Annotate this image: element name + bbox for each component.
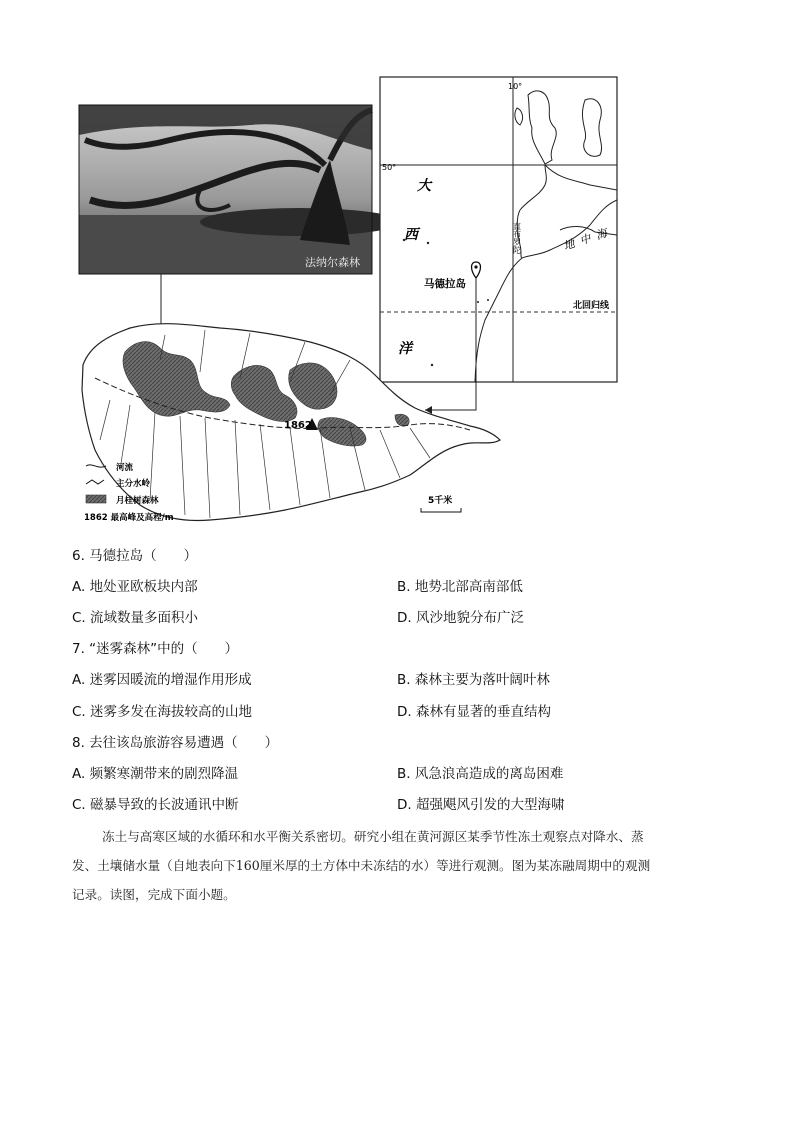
- question-8-option-d[interactable]: D. 超强飓风引发的大型海啸: [397, 797, 565, 813]
- scale-bar: [421, 508, 461, 512]
- legend-label-watershed: 主分水岭: [116, 479, 151, 489]
- inset-lat-label: 50°: [382, 163, 397, 172]
- question-8-stem: 8. 去往该岛旅游容易遭遇（ ）: [72, 735, 279, 751]
- question-7-option-b[interactable]: B. 森林主要为落叶阔叶林: [397, 672, 550, 688]
- question-6-option-b[interactable]: B. 地势北部高南部低: [397, 579, 523, 595]
- scale-label: 5千米: [428, 496, 453, 506]
- question-6-stem: 6. 马德拉岛（ ）: [72, 548, 198, 564]
- question-6-option-d[interactable]: D. 风沙地貌分布广泛: [397, 610, 524, 626]
- question-7-option-a[interactable]: A. 迷雾因暖流的增湿作用形成: [72, 672, 252, 688]
- watershed-line-icon: [86, 480, 104, 484]
- passage-line-1: 冻土与高寒区域的水循环和水平衡关系密切。研究小组在黄河源区某季节性冻土观察点对降水、蒸: [102, 829, 644, 844]
- figure: [0, 0, 794, 540]
- question-6-option-c[interactable]: C. 流域数量多面积小: [72, 610, 199, 626]
- question-6-option-a[interactable]: A. 地处亚欧板块内部: [72, 579, 198, 595]
- ocean-char-2: 西: [404, 227, 418, 243]
- question-7-option-d[interactable]: D. 森林有显著的垂直结构: [397, 704, 551, 720]
- question-7-option-c[interactable]: C. 迷雾多发在海拔较高的山地: [72, 704, 253, 720]
- legend-label-peak: 1862 最高峰及高程/m: [84, 513, 174, 523]
- question-8-option-a[interactable]: A. 频繁寒潮带来的剧烈降温: [72, 766, 239, 782]
- question-8-option-b[interactable]: B. 风急浪高造成的离岛困难: [397, 766, 564, 782]
- passage-line-2: 发、土壤储水量（自地表向下160厘米厚的土方体中未冻结的水）等进行观测。图为某冻融周期中的观测: [72, 858, 651, 873]
- passage: [72, 822, 732, 909]
- forest-photo: [79, 105, 400, 274]
- figure-svg: [0, 0, 794, 540]
- photo-caption: 法纳尔森林: [305, 257, 360, 269]
- question-7-stem: 7. “迷雾森林”中的（ ）: [72, 641, 239, 657]
- legend-label-forest: 月桂树森林: [116, 496, 159, 506]
- legend-label-river: 河流: [116, 463, 134, 473]
- inset-map: [380, 77, 617, 414]
- passage-line-3: 记录。读图，完成下面小题。: [72, 887, 236, 902]
- peak-elevation-label: 1862: [284, 420, 312, 431]
- island-name-label: 马德拉岛: [424, 278, 466, 290]
- question-8-option-c[interactable]: C. 磁暴导致的长波通讯中断: [72, 797, 239, 813]
- strait-label: 直布罗陀: [512, 222, 522, 254]
- sea-label: 地中海: [561, 224, 615, 253]
- laurel-forest-swatch-icon: [86, 495, 106, 503]
- tropic-label: 北回归线: [573, 301, 610, 311]
- ocean-char-3: 洋: [398, 341, 412, 357]
- ocean-char-1: 大: [417, 178, 431, 194]
- inset-lon-label: 10°: [508, 82, 523, 91]
